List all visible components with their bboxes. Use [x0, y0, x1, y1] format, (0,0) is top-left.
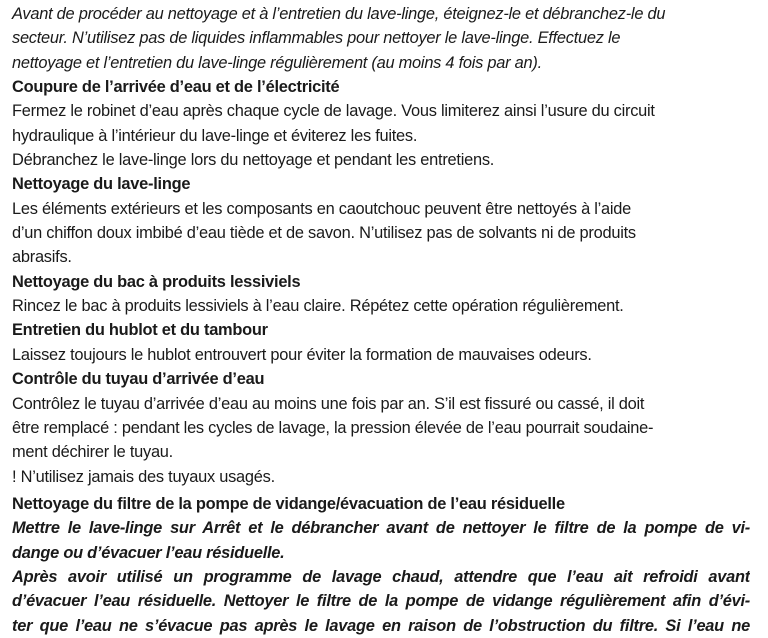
text-line: hydraulique à l’intérieur du lave-linge et éviterez les fuites. [12, 126, 418, 145]
section-inlet-hose [12, 367, 750, 489]
text-line: nettoyage et l’entretien du lave-linge régulièrement (au moins 4 fois par an). [12, 53, 542, 72]
text-line: Après avoir utilisé un programme de lavage chaud, attendre que l’eau ait refroidi avant [12, 567, 750, 586]
section-heading: Coupure de l’arrivée d’eau et de l’électricité [12, 78, 340, 97]
section-heading: Contrôle du tuyau d’arrivée d’eau [12, 370, 265, 389]
text-line: Les éléments extérieurs et les composants en caoutchouc peuvent être nettoyés à l’aide [12, 199, 632, 218]
text-line: Contrôlez le tuyau d’arrivée d’eau au moins une fois par an. S’il est fissuré ou cassé, il doit [12, 394, 645, 413]
section-water-power [12, 75, 750, 172]
document [12, 2, 750, 638]
text-line: Mettre le lave-linge sur Arrêt et le débrancher avant de nettoyer le filtre de la pompe de vi- [12, 519, 750, 538]
text-line: d’un chiffon doux imbibé d’eau tiède et de savon. N’utilisez pas de solvants ni de produits [12, 224, 636, 243]
section-detergent-drawer [12, 270, 750, 319]
text-line: abrasifs. [12, 248, 72, 267]
intro-paragraph [12, 2, 750, 75]
text-line: Débranchez le lave-linge lors du nettoyage et pendant les entretiens. [12, 151, 495, 170]
text-line: Avant de procéder au nettoyage et à l’entretien du lave-linge, éteignez-le et débranchez-le du [12, 5, 666, 23]
section-door-drum [12, 318, 750, 367]
warning-line: ! N’utilisez jamais des tuyaux usagés. [12, 467, 275, 486]
text-line: ter que l’eau ne s’évacue pas après le lavage en raison de l’obstruction du filtre. Si l’eau ne [12, 616, 750, 635]
text-line: d’évacuer l’eau résiduelle. Nettoyer le filtre de la pompe de vidange régulièrement afin d’évi- [12, 592, 750, 611]
section-heading: Nettoyage du filtre de la pompe de vidange/évacuation de l’eau résiduelle [12, 494, 565, 513]
section-heading: Nettoyage du bac à produits lessiviels [12, 272, 301, 291]
section-heading: Entretien du hublot et du tambour [12, 321, 268, 340]
section-cleaning [12, 172, 750, 269]
text-line: secteur. N’utilisez pas de liquides inflammables pour nettoyer le lave-linge. Effectuez le [12, 29, 621, 48]
text-line: Rincez le bac à produits lessiviels à l’eau claire. Répétez cette opération régulièrement. [12, 297, 624, 316]
text-line: Laissez toujours le hublot entrouvert pour éviter la formation de mauvaises odeurs. [12, 345, 592, 364]
section-drain-filter [12, 492, 750, 638]
text-line: dange ou d’évacuer l’eau résiduelle. [12, 543, 285, 562]
text-line: Fermez le robinet d’eau après chaque cycle de lavage. Vous limiterez ainsi l’usure du circuit [12, 102, 655, 121]
text-line: être remplacé : pendant les cycles de lavage, la pression élevée de l’eau pourrait soudaine- [12, 418, 654, 437]
section-heading: Nettoyage du lave-linge [12, 175, 191, 194]
text-line: ment déchirer le tuyau. [12, 443, 173, 462]
